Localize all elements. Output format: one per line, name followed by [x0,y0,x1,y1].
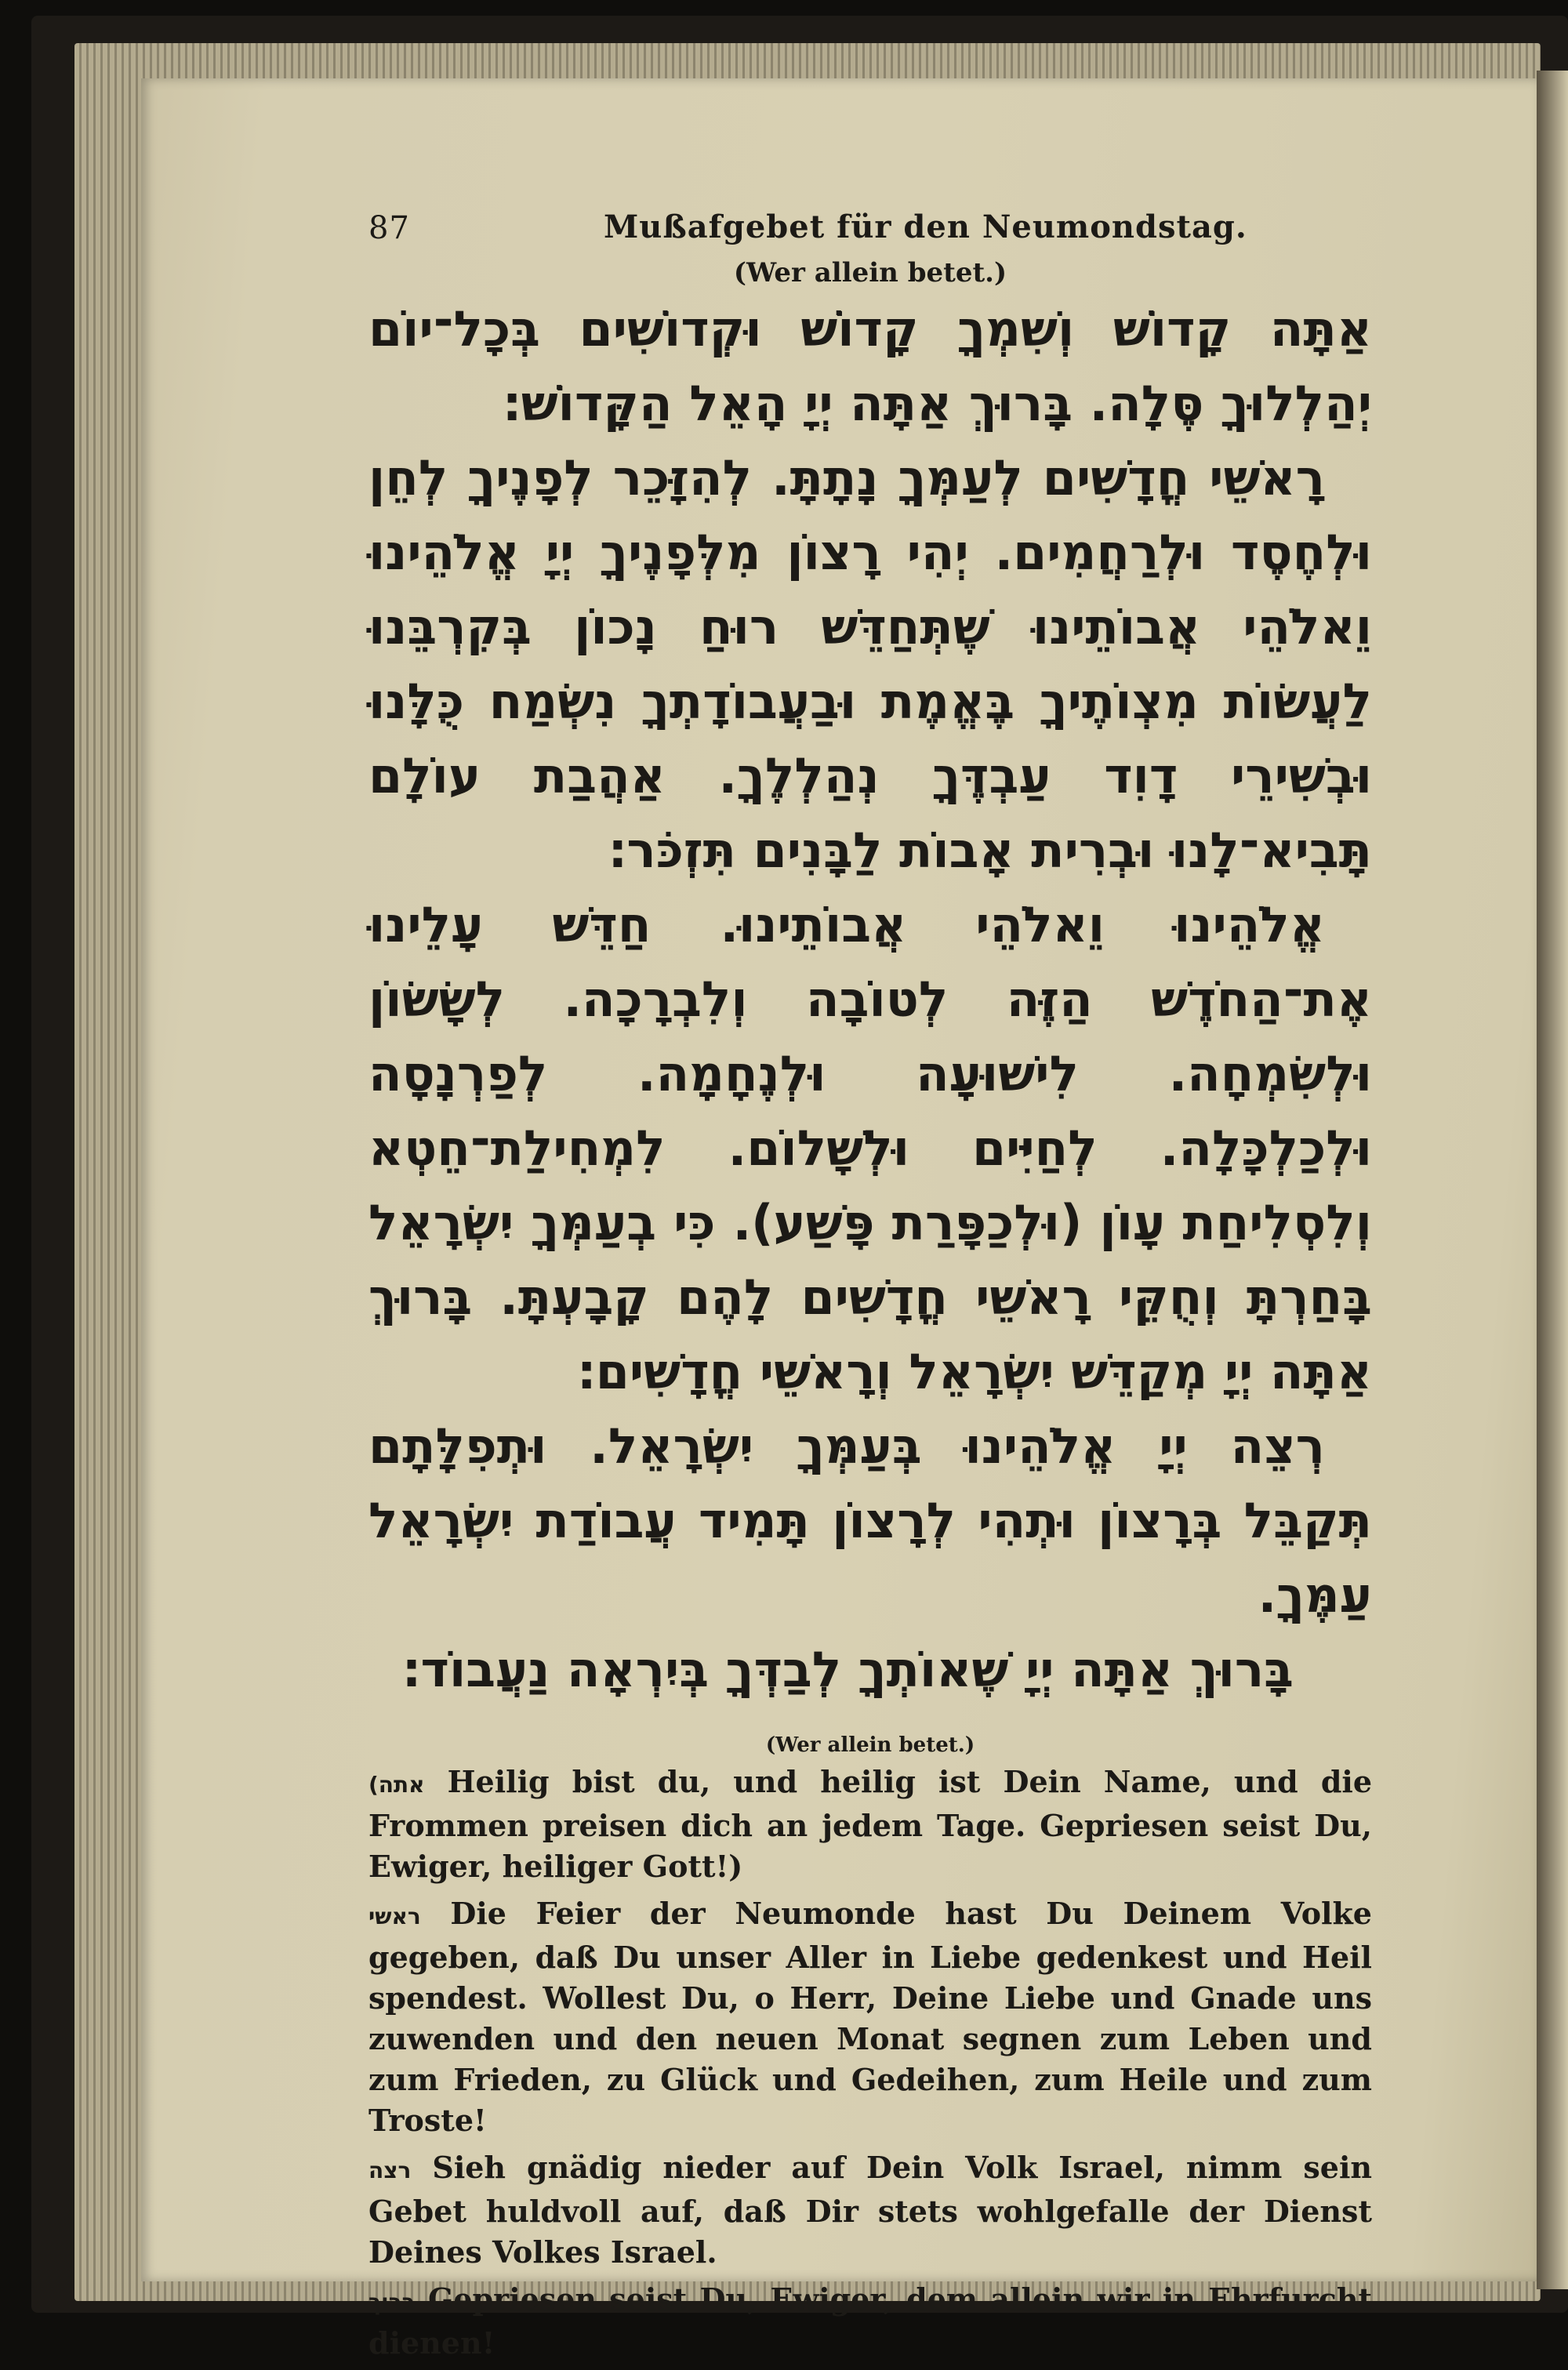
german-text: Heilig bist du, und heilig ist Dein Name, und die Frommen preisen dich an jedem Tage. Gepriesen seist Du, Ewiger, heiliger Gott!) [368,1764,1372,1884]
hebrew-cue-word: ברוך [368,2289,416,2315]
hebrew-paragraph-eloheinu: אֱלֹהֵינוּ וֵאלֹהֵי אֲבוֹתֵינוּ. חַדֵּשׁ עָלֵינוּ אֶת־הַחֹדֶשׁ הַזֶּה לְטוֹבָה וְלִבְרָכָה. לְשָׂשׂוֹן וּלְשִׂמְחָה. לִישׁוּעָה וּלְנֶחָמָה. לְפַרְנָסָה וּלְכַלְכָּלָה. לְחַיִּים וּלְשָׁלוֹם. לִמְחִילַת־חֵטְא וְלִסְלִיחַת עָוֹן (וּלְכַפָּרַת פָּשַׁע). כִּי בְעַמְּךָ יִשְׂרָאֵל בָּחַרְתָּ וְחֻקֵּי רָאשֵׁי חֳדָשִׁים לָהֶם קָבָעְתָּ. בָּרוּךְ אַתָּה יְיָ מְקַדֵּשׁ יִשְׂרָאֵל וְרָאשֵׁי חֳדָשִׁים׃ [368,896,1372,1400]
hebrew-paragraph-ata: אַתָּה קָדוֹשׁ וְשִׁמְךָ קָדוֹשׁ וּקְדוֹשִׁים בְּכָל־יוֹם יְהַלְלוּךָ סֶּלָה. בָּרוּךְ אַתָּה יְיָ הָאֵל הַקָּדוֹשׁ׃ [368,300,1372,432]
translation-heading: (Wer allein betet.) [765,1733,975,1757]
german-paragraph [368,1893,1372,2141]
german-text: Sieh gnädig nieder auf Dein Volk Israel, nimm sein Gebet huldvoll auf, daß Dir stets wohlgefalle der Dienst Deines Volkes Israel. [368,2150,1373,2270]
page-number: 87 [368,210,410,246]
german-translation [368,1762,1372,2364]
hebrew-paragraph-retzei: רְצֵה יְיָ אֱלֹהֵינוּ בְּעַמְּךָ יִשְׂרָאֵל. וּתְפִלָּתָם תְּקַבֵּל בְּרָצוֹן וּתְהִי לְרָצוֹן תָּמִיד עֲבוֹדַת יִשְׂרָאֵל עַמֶּךָ. [368,1417,1372,1624]
hebrew-text [368,292,1372,1707]
german-paragraph [368,1762,1372,1887]
facing-page-edge [1537,71,1568,2289]
running-title: Mußafgebet für den Neumondstag. [604,209,1247,245]
hebrew-paragraph-baruch: בָּרוּךְ אַתָּה יְיָ שֶׁאוֹתְךָ לְבַדְּךָ בְּיִרְאָה נַעֲבוֹד׃ [402,1641,1294,1698]
german-text: Gepriesen seist Du, Ewiger, dem allein wir in Ehrfurcht dienen! [368,2281,1372,2361]
hebrew-cue-word: רצה [368,2158,412,2183]
german-paragraph [368,2279,1372,2364]
instruction-top: (Wer allein betet.) [733,257,1007,289]
page-header [368,196,1372,251]
hebrew-cue-word: (אתה [368,1772,425,1798]
page-content [368,196,1372,2370]
hebrew-paragraph-roshei: רָאשֵׁי חֳדָשִׁים לְעַמְּךָ נָתָתָּ. לְהִזָּכֵר לְפָנֶיךָ לְחֵן וּלְחֶסֶד וּלְרַחֲמִים. יְהִי רָצוֹן מִלְּפָנֶיךָ יְיָ אֱלֹהֵינוּ וֵאלֹהֵי אֲבוֹתֵינוּ שֶׁתְּחַדֵּשׁ רוּחַ נָכוֹן בְּקִרְבֵּנוּ לַעֲשׂוֹת מִצְוֹתֶיךָ בֶּאֱמֶת וּבַעֲבוֹדָתְךָ נִשְׂמַח כֻּלָּנוּ וּבְשִׁירֵי דָוִד עַבְדֶּךָ נְהַלְלֶךָ. אַהֲבַת עוֹלָם תָּבִיא־לָנוּ וּבְרִית אָבוֹת לַבָּנִים תִּזְכֹּר׃ [368,449,1372,879]
german-paragraph [368,2147,1372,2273]
german-text: Die Feier der Neumonde hast Du Deinem Volke gegeben, daß Du unser Aller in Liebe gedenkest und Heil spendest. Wollest Du, o Herr, Deine Liebe und Gnade uns zuwenden und den neuen Monat segnen zum Leben und zum Frieden, zu Glück und Gedeihen, zum Heile und zum Troste! [368,1896,1372,2138]
hebrew-cue-word: ראשי [368,1904,421,1929]
